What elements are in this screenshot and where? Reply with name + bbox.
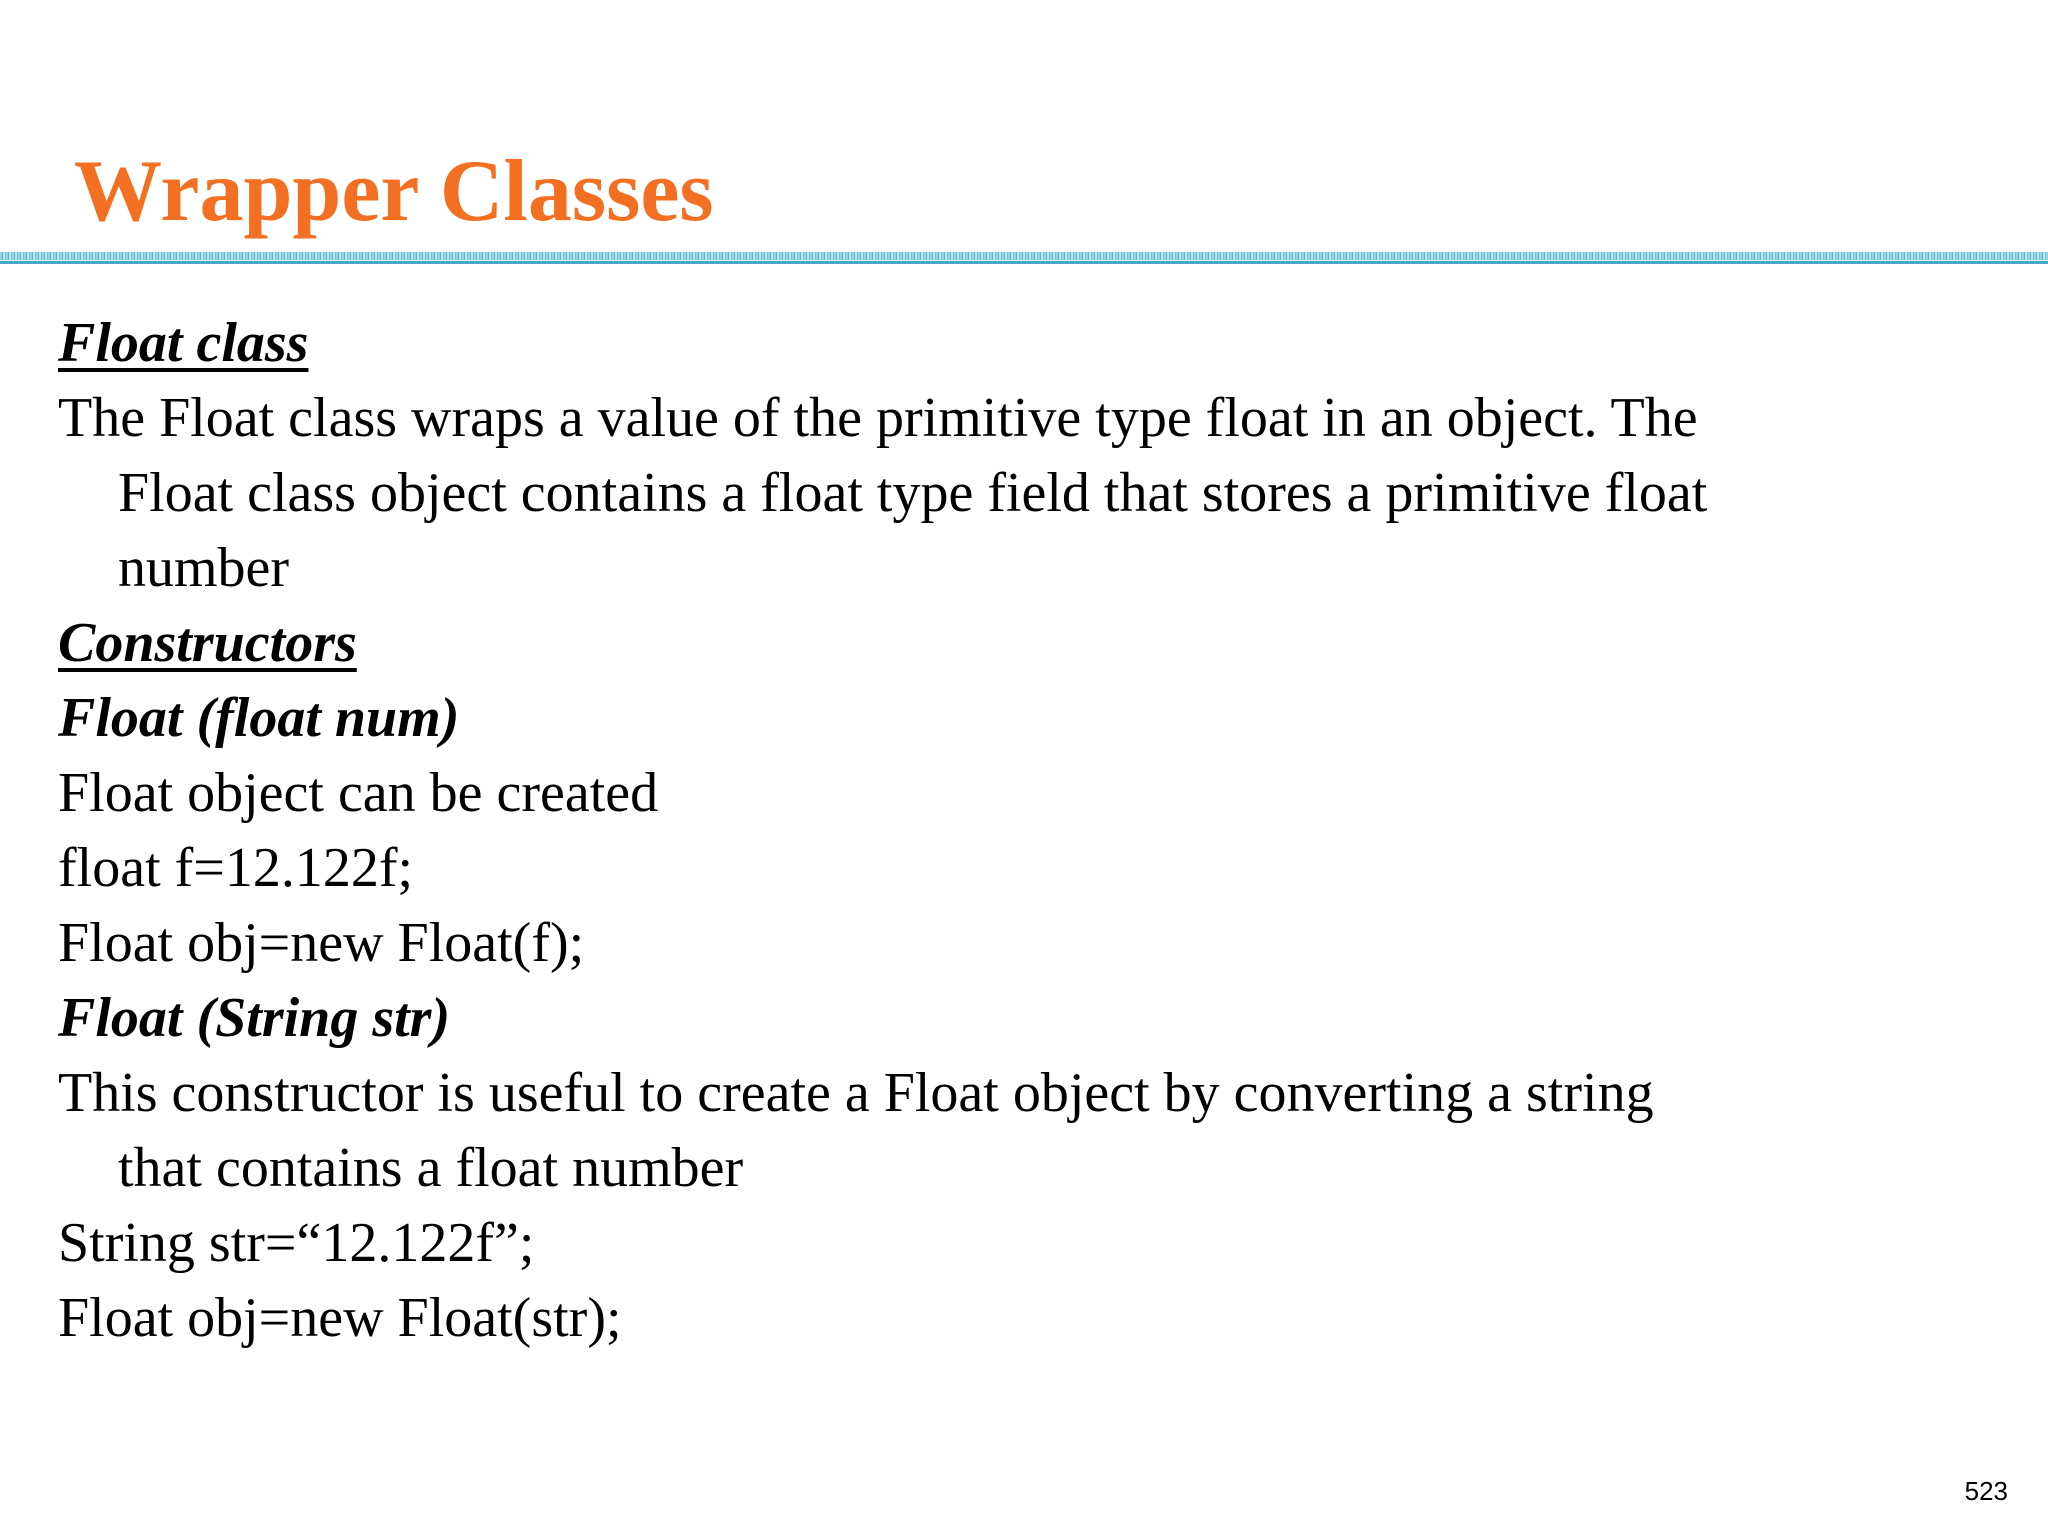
float-class-description-line-2: Float class object contains a float type field that stores a primitive float	[118, 462, 1708, 524]
float-class-description-line-3: number	[118, 537, 290, 599]
code-line-float-f: float f=12.122f;	[58, 837, 414, 899]
constructor-float-num-signature: Float (float num)	[58, 687, 460, 749]
title-divider	[0, 252, 2048, 266]
slide-body	[58, 306, 1978, 1356]
constructors-heading: Constructors	[58, 612, 357, 674]
divider-pattern	[0, 252, 2048, 260]
code-line-float-obj-f: Float obj=new Float(f);	[58, 912, 585, 974]
constructor-string-str-description-line-2: that contains a float number	[118, 1137, 744, 1199]
constructor-string-str-signature: Float (String str)	[58, 987, 451, 1049]
code-line-string-str: String str=“12.122f”;	[58, 1212, 535, 1274]
code-line-float-obj-str: Float obj=new Float(str);	[58, 1287, 622, 1349]
constructor-float-num-description: Float object can be created	[58, 762, 659, 824]
page-number: 523	[1964, 1476, 2008, 1506]
float-class-description-line-1: The Float class wraps a value of the primitive type float in an object. The	[58, 387, 1698, 449]
divider-line	[0, 261, 2048, 264]
float-class-heading: Float class	[58, 312, 309, 374]
constructor-string-str-description-line-1: This constructor is useful to create a Float object by converting a string	[58, 1062, 1654, 1124]
slide-title: Wrapper Classes	[74, 143, 714, 240]
